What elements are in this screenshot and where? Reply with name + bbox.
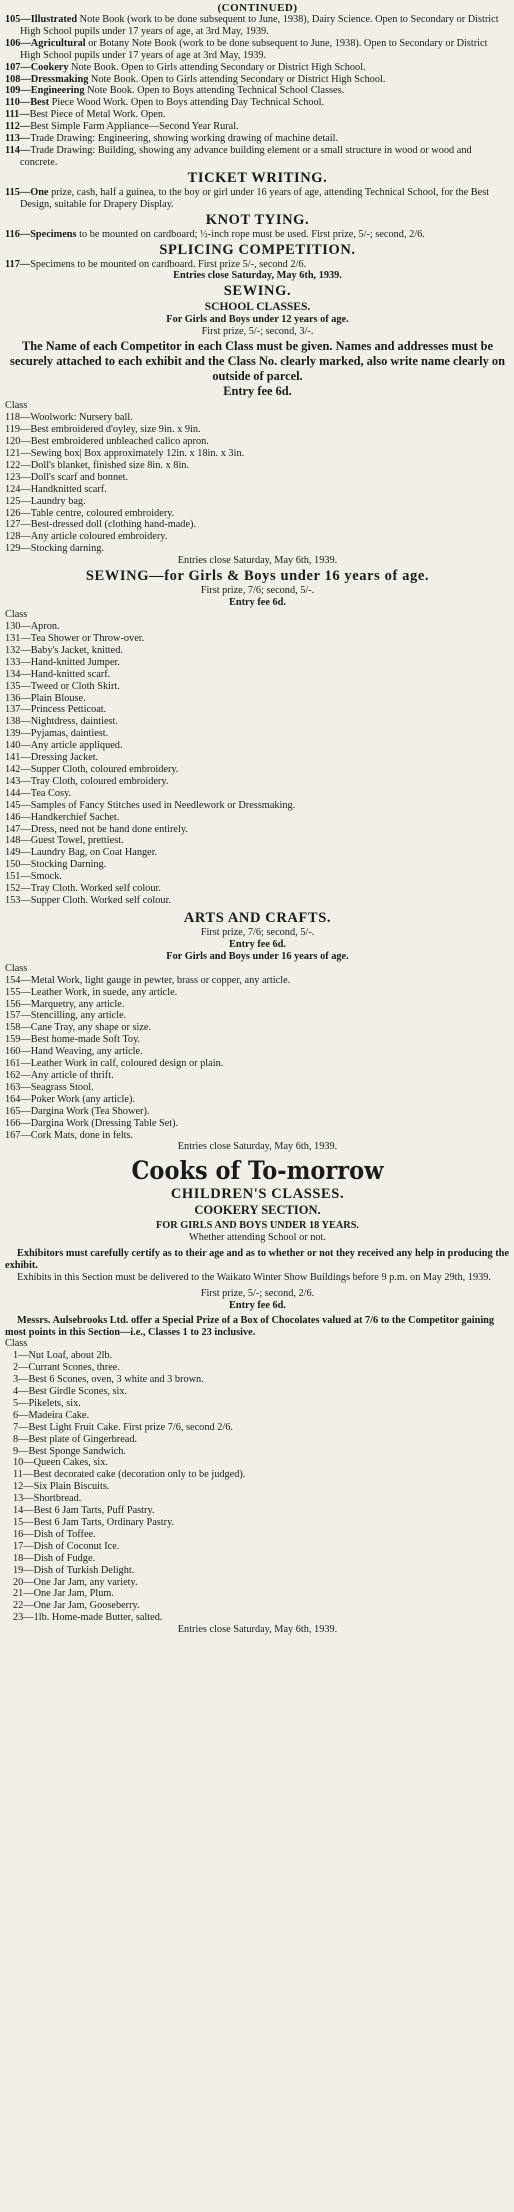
class-number: 110	[5, 97, 20, 109]
list-item: 155—Leather Work, in suede, any article.	[5, 986, 178, 998]
sewing16-fee: Entry fee 6d.	[229, 597, 286, 609]
list-item: 143—Tray Cloth, coloured embroidery.	[5, 775, 169, 787]
class-number: 20	[13, 1576, 24, 1588]
class-number: 17	[13, 1540, 24, 1552]
cooks-deliver: Exhibits in this Section must be delivered to the Waikato Winter Show Buildings before 9 p.m. on May 29th, 1939.	[17, 1272, 491, 1284]
class-number: 16	[13, 1528, 24, 1540]
class-text: prize, cash, half a guinea, to the boy or girl under 16 years of age, attending Technical School, for the Best Design, suitable for Drapery Display.	[20, 186, 490, 210]
class-number: 109	[5, 85, 21, 97]
list-item: 134—Hand-knitted scarf.	[5, 668, 111, 680]
sewing-notice: The Name of each Competitor in each Class must be given. Names and addresses must be securely attached to each exhibit and the Class No. clearly marked, also write name clearly on outside of parcel.	[10, 339, 505, 384]
class-number: 13	[13, 1493, 24, 1505]
list-item: 121—Sewing box| Box approximately 12in. x 18in. x 3in.	[5, 448, 245, 460]
splicing-close: Entries close Saturday, May 6th, 1939.	[173, 270, 342, 282]
list-item: 161—Leather Work in calf, coloured design or plain.	[5, 1058, 224, 1070]
class-number: 108	[5, 73, 21, 85]
arts-prizes: First prize, 7/6; second, 5/-.	[200, 926, 315, 938]
class-entry: 113—Trade Drawing: Engineering, showing working drawing of machine detail.	[5, 133, 339, 145]
class-text: Best Light Fruit Cake. First prize 7/6, second 2/6.	[28, 1421, 233, 1433]
list-item: 129—Stocking darning.	[5, 543, 104, 555]
class-entry: 115—One prize, cash, half a guinea, to the boy or girl under 16 years of age, attending Technical School, for the Best Design, suitable for Drapery Display.	[5, 186, 490, 210]
list-item: 127—Best-dressed doll (clothing hand-made).	[5, 519, 197, 531]
list-item: 13—Shortbread.	[13, 1493, 82, 1505]
class-text: Madeira Cake.	[28, 1409, 90, 1421]
list-item: 156—Marquetry, any article.	[5, 998, 125, 1010]
list-item: 1—Nut Loaf, about 2lb.	[13, 1350, 113, 1362]
class-text: Trade Drawing: Engineering, showing working drawing of machine detail.	[30, 133, 339, 145]
class-number: 117	[5, 258, 20, 270]
class-text: One Jar Jam, Gooseberry.	[33, 1600, 140, 1612]
list-item: 19—Dish of Turkish Delight.	[13, 1564, 135, 1576]
cooks-certify: Exhibitors must carefully certify as to their age and as to whether or not they received any help in producing the exhibit.	[5, 1248, 509, 1272]
knot-heading: KNOT TYING.	[205, 211, 310, 228]
class-entry: 114—Trade Drawing: Building, showing any advance building element or a small structure in wood or wood and concrete.	[5, 144, 472, 168]
class-number: 112	[5, 121, 20, 133]
list-item: 164—Poker Work (any article).	[5, 1093, 135, 1105]
list-item: 14—Best 6 Jam Tarts, Puff Pastry.	[13, 1505, 155, 1517]
arts-close: Entries close Saturday, May 6th, 1939.	[177, 1141, 338, 1153]
class-number: 3	[13, 1374, 19, 1386]
list-item: 162—Any article of thrift.	[5, 1070, 114, 1081]
class-number: 1	[13, 1350, 19, 1362]
class-number: 12	[13, 1481, 24, 1493]
class-entry: 105—Illustrated Note Book (work to be done subsequent to June, 1938), Dairy Science. Open to Secondary or District High School pupils under 17 years of age, at 3rd May, 1939.	[5, 14, 499, 37]
class-number: 11	[13, 1469, 23, 1481]
list-item: 123—Doll's scarf and bonnet.	[5, 471, 129, 483]
class-number: 2	[13, 1362, 19, 1374]
list-item: 6—Madeira Cake.	[13, 1409, 90, 1421]
splicing-heading: SPLICING COMPETITION.	[159, 241, 356, 258]
list-item: 150—Stocking Darning.	[5, 859, 107, 871]
list-item: 126—Table centre, coloured embroidery.	[5, 507, 175, 519]
class-text: Note Book (work to be done subsequent to June, 1938), Dairy Science. Open to Secondary or District High School pupils under 17 years of age, at 3rd May, 1939.	[20, 14, 499, 37]
list-item: 140—Any article appliqued.	[5, 740, 123, 752]
list-item: 142—Supper Cloth, coloured embroidery.	[5, 763, 179, 775]
arts-eligibility: For Girls and Boys under 16 years of age.	[166, 950, 349, 962]
class-text: Note Book. Open to Boys attending Technical School Classes.	[84, 85, 345, 97]
cooks-close: Entries close Saturday, May 6th, 1939.	[177, 1624, 338, 1636]
sewing-fee: Entry fee 6d.	[223, 384, 292, 399]
class-text: Pikelets, six.	[28, 1397, 81, 1409]
list-item: 8—Best plate of Gingerbread.	[13, 1433, 138, 1445]
class-entry: 109—Engineering Note Book. Open to Boys attending Technical School Classes.	[5, 85, 345, 97]
list-item: 11—Best decorated cake (decoration only to be judged).	[13, 1469, 246, 1481]
class-text: Specimens to be mounted on cardboard. First prize 5/-, second 2/6.	[30, 258, 307, 270]
list-item: 144—Tea Cosy.	[5, 787, 72, 799]
class-number: 21	[13, 1588, 24, 1600]
cooks-prizes: First prize, 5/-; second, 2/6.	[200, 1287, 315, 1299]
class-text: Best Simple Farm Appliance—Second Year Rural.	[30, 121, 239, 133]
class-lead: Best	[30, 97, 50, 109]
list-item: 141—Dressing Jacket.	[5, 752, 99, 764]
class-number: 116	[5, 228, 20, 240]
list-item: 125—Laundry bag.	[5, 495, 86, 507]
list-item: 23—1lb. Home-made Butter, salted.	[13, 1612, 163, 1624]
list-item: 3—Best 6 Scones, oven, 3 white and 3 brown.	[13, 1374, 204, 1386]
sewing-items	[5, 412, 510, 555]
sewing-eligibility: For Girls and Boys under 12 years of age.	[166, 314, 349, 326]
list-item: 136—Plain Blouse.	[5, 692, 86, 704]
list-item: 151—Smock.	[5, 871, 62, 883]
class-entry: 111—Best Piece of Metal Work. Open.	[5, 109, 166, 121]
class-lead: Agricultural	[30, 37, 86, 49]
list-item: 5—Pikelets, six.	[13, 1397, 81, 1409]
class-text: Currant Scones, three.	[28, 1362, 120, 1374]
class-number: 6	[13, 1409, 19, 1421]
list-item: 166—Dargina Work (Dressing Table Set).	[5, 1117, 179, 1129]
class-number: 107	[5, 61, 21, 73]
arts-heading: ARTS AND CRAFTS.	[183, 909, 332, 926]
class-number: 115	[5, 186, 20, 198]
class-number: 106	[5, 37, 21, 49]
arts-items	[5, 975, 510, 1142]
list-item: 148—Guest Towel, prettiest.	[5, 835, 124, 847]
class-text: Dish of Toffee.	[33, 1528, 96, 1540]
arts-class-label: Class	[5, 962, 28, 974]
class-entry: 108—Dressmaking Note Book. Open to Girls attending Secondary or District High School.	[5, 73, 386, 85]
list-item: 149—Laundry Bag, on Coat Hanger.	[5, 847, 158, 859]
class-number: 5	[13, 1397, 19, 1409]
class-number: 15	[13, 1517, 24, 1529]
list-item: 130—Apron.	[5, 621, 60, 633]
ticket-list	[5, 187, 510, 211]
class-number: 4	[13, 1386, 19, 1398]
sewing16-prizes: First prize, 7/6; second, 5/-.	[200, 585, 315, 597]
class-number: 14	[13, 1505, 24, 1517]
class-text: or Botany Note Book (work to be done subsequent to June, 1938). Open to Secondary or District High School pupils under 17 years of age at 3rd May, 1939.	[20, 37, 488, 61]
class-text: Best Sponge Sandwich.	[28, 1445, 126, 1457]
sewing-class-label: Class	[5, 400, 28, 412]
class-lead: Engineering	[30, 85, 85, 97]
list-item: 7—Best Light Fruit Cake. First prize 7/6, second 2/6.	[13, 1421, 233, 1433]
cooks-fee: Entry fee 6d.	[229, 1299, 286, 1311]
arts-fee: Entry fee 6d.	[229, 938, 286, 950]
sewing-subheading: SCHOOL CLASSES.	[204, 301, 311, 314]
class-text: Best Piece of Metal Work. Open.	[29, 109, 166, 121]
list-item: 17—Dish of Coconut Ice.	[13, 1540, 120, 1552]
sewing-heading: SEWING.	[223, 283, 292, 300]
class-entry: 112—Best Simple Farm Appliance—Second Year Rural.	[5, 121, 239, 133]
class-entry: 106—Agricultural or Botany Note Book (work to be done subsequent to June, 1938). Open to Secondary or District High School pupils under 17 years of age at 3rd May, 1939.	[5, 37, 488, 61]
cooks-offer: Messrs. Aulsebrooks Ltd. offer a Special Prize of a Box of Chocolates valued at 7/6 to the Competitor gaining most points in this Section—i.e., Classes 1 to 23 inclusive.	[5, 1314, 495, 1338]
list-item: 119—Best embroidered d'oyley, size 9in. x 9in.	[5, 424, 201, 436]
list-item: 122—Doll's blanket, finished size 8in. x 8in.	[5, 459, 190, 471]
class-number: 18	[13, 1552, 24, 1564]
class-entry: 116—Specimens to be mounted on cardboard; ½-inch rope must be used. First prize, 5/-; second, 2/6.	[5, 228, 425, 240]
list-item: 15—Best 6 Jam Tarts, Ordinary Pastry.	[13, 1517, 175, 1529]
list-item: 18—Dish of Fudge.	[13, 1552, 96, 1564]
class-lead: One	[30, 186, 49, 198]
class-entry: 117—Specimens to be mounted on cardboard. First prize 5/-, second 2/6.	[5, 258, 307, 270]
class-entry: 110—Best Piece Wood Work. Open to Boys attending Day Technical School.	[5, 97, 325, 109]
list-item: 157—Stencilling, any article.	[5, 1010, 127, 1022]
list-item: 4—Best Girdle Scones, six.	[13, 1386, 128, 1398]
cookery-section-heading: COOKERY SECTION.	[194, 1203, 321, 1218]
class-text: to be mounted on cardboard; ½-inch rope must be used. First prize, 5/-; second, 2/6.	[76, 228, 425, 240]
list-item: 138—Nightdress, daintiest.	[5, 716, 118, 728]
class-lead: Cookery	[30, 61, 69, 73]
class-number: 9	[13, 1445, 19, 1457]
class-text: Best Girdle Scones, six.	[28, 1386, 128, 1398]
cooks-class-label: Class	[5, 1338, 28, 1350]
class-number: 19	[13, 1564, 24, 1576]
list-item: 146—Handkerchief Sachet.	[5, 811, 120, 823]
cooks-title: Cooks of To-morrow	[131, 1156, 384, 1186]
list-item: 132—Baby's Jacket, knitted.	[5, 644, 123, 656]
list-item: 12—Six Plain Biscuits.	[13, 1481, 110, 1493]
class-text: Best plate of Gingerbread.	[28, 1433, 138, 1445]
list-item: 165—Dargina Work (Tea Shower).	[5, 1105, 150, 1117]
list-item: 145—Samples of Fancy Stitches used in Needlework or Dressmaking.	[5, 799, 296, 811]
class-text: Dish of Fudge.	[33, 1552, 96, 1564]
list-item: 120—Best embroidered unbleached calico apron.	[5, 436, 209, 448]
splicing-list	[5, 259, 510, 271]
list-item: 160—Hand Weaving, any article.	[5, 1046, 143, 1058]
sewing16-heading: SEWING—for Girls & Boys under 16 years of age.	[85, 568, 430, 585]
list-item: 128—Any article coloured embroidery.	[5, 531, 168, 543]
list-item: 137—Princess Petticoat.	[5, 704, 107, 716]
class-text: Best 6 Jam Tarts, Ordinary Pastry.	[33, 1517, 175, 1529]
class-text: Nut Loaf, about 2lb.	[28, 1350, 113, 1362]
list-item: 21—One Jar Jam, Plum.	[13, 1588, 114, 1600]
class-number: 23	[13, 1612, 24, 1624]
list-item: 135—Tweed or Cloth Skirt.	[5, 680, 120, 692]
class-text: 1lb. Home-made Butter, salted.	[33, 1612, 163, 1624]
cooks-subtitle: CHILDREN'S CLASSES.	[170, 1186, 345, 1203]
list-item: 139—Pyjamas, daintiest.	[5, 728, 109, 740]
sewing16-class-label: Class	[5, 609, 28, 621]
class-number: 105	[5, 14, 21, 25]
class-number: 111	[5, 109, 20, 121]
class-entry: 107—Cookery Note Book. Open to Girls attending Secondary or District High School.	[5, 61, 366, 73]
class-number: 114	[5, 144, 20, 156]
cooks-whether: Whether attending School or not.	[189, 1232, 326, 1244]
class-text: Best 6 Scones, oven, 3 white and 3 brown.	[28, 1374, 204, 1386]
list-item: 152—Tray Cloth. Worked self colour.	[5, 883, 161, 895]
class-text: One Jar Jam, Plum.	[33, 1588, 114, 1600]
class-number: 113	[5, 133, 20, 145]
class-text: Note Book. Open to Girls attending Secondary or District High School.	[68, 61, 366, 73]
class-text: Six Plain Biscuits.	[33, 1481, 110, 1493]
cooks-eligibility: FOR GIRLS AND BOYS UNDER 18 YEARS.	[155, 1220, 359, 1232]
list-item: 20—One Jar Jam, any variety.	[13, 1576, 138, 1588]
ticket-heading: TICKET WRITING.	[187, 169, 328, 186]
class-number: 22	[13, 1600, 24, 1612]
class-text: Best 6 Jam Tarts, Puff Pastry.	[33, 1505, 155, 1517]
class-number: 7	[13, 1421, 19, 1433]
class-number: 10	[13, 1457, 24, 1469]
class-text: Trade Drawing: Building, showing any advance building element or a small structure in wood or wood and concrete.	[20, 144, 472, 168]
list-item: 147—Dress, need not be hand done entirely.	[5, 823, 188, 835]
list-item: 163—Seagrass Stool.	[5, 1081, 94, 1093]
list-item: 9—Best Sponge Sandwich.	[13, 1445, 126, 1457]
list-item: 159—Best home-made Soft Toy.	[5, 1034, 141, 1046]
list-item: 153—Supper Cloth. Worked self colour.	[5, 894, 172, 906]
list-item: 124—Handknitted scarf.	[5, 483, 107, 495]
list-item: 2—Currant Scones, three.	[13, 1362, 120, 1374]
class-text: Dish of Turkish Delight.	[33, 1564, 135, 1576]
class-text: Shortbread.	[33, 1493, 82, 1505]
list-item: 167—Cork Mats, done in felts.	[5, 1129, 134, 1141]
class-text: One Jar Jam, any variety.	[33, 1576, 138, 1588]
list-item: 16—Dish of Toffee.	[13, 1528, 96, 1540]
cooks-items	[5, 1350, 510, 1624]
sewing16-items	[5, 621, 510, 907]
class-text: Dish of Coconut Ice.	[33, 1540, 120, 1552]
list-item: 22—One Jar Jam, Gooseberry.	[13, 1600, 140, 1612]
list-item: 154—Metal Work, light gauge in pewter, brass or copper, any article.	[5, 974, 291, 986]
knot-list	[5, 229, 510, 241]
class-number: 8	[13, 1433, 19, 1445]
class-lead: Dressmaking	[30, 73, 89, 85]
list-item: 133—Hand-knitted Jumper.	[5, 656, 120, 668]
list-item: 158—Cane Tray, any shape or size.	[5, 1022, 152, 1034]
class-lead: Illustrated	[30, 14, 78, 25]
class-text: Best decorated cake (decoration only to be judged).	[33, 1469, 246, 1481]
list-item: 118—Woolwork: Nursery ball.	[5, 412, 133, 424]
list-item: 10—Queen Cakes, six.	[13, 1457, 108, 1469]
class-text: Queen Cakes, six.	[33, 1457, 108, 1469]
sewing-prizes: First prize, 5/-; second, 3/-.	[201, 326, 314, 338]
page-header: (CONTINUED)	[217, 2, 298, 14]
list-item: 131—Tea Shower or Throw-over.	[5, 633, 145, 644]
class-lead: Specimens	[30, 228, 77, 240]
class-text: Piece Wood Work. Open to Boys attending Day Technical School.	[49, 97, 325, 109]
class-text: Note Book. Open to Girls attending Secondary or District High School.	[88, 73, 386, 85]
technical-list	[5, 14, 510, 169]
sewing-close: Entries close Saturday, May 6th, 1939.	[177, 555, 338, 567]
